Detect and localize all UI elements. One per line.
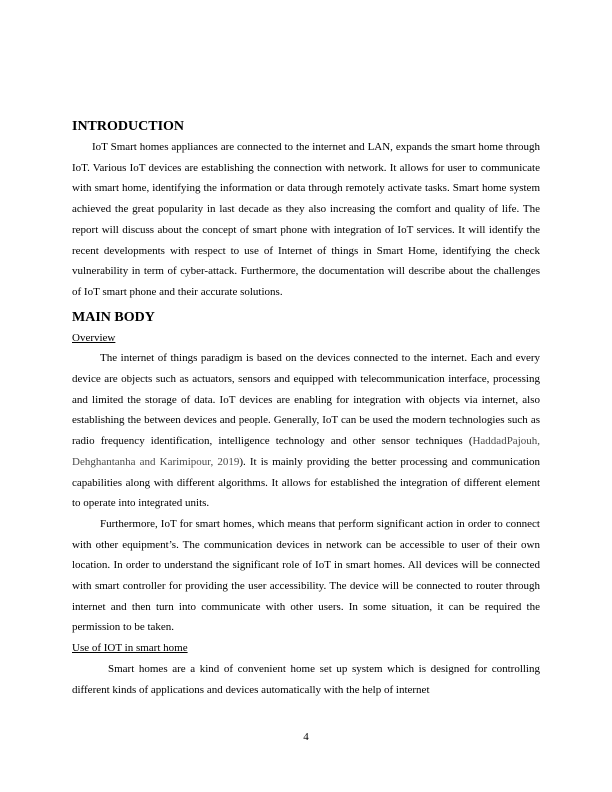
overview-paragraph-1-text-end: ). It is mainly providing the better processing and communication capabilities along with different algorithms. It allows for established the integration of different element to operate into integrated units. <box>72 455 540 510</box>
use-of-iot-paragraph: Smart homes are a kind of convenient home set up system which is designed for controlling different kinds of applications and devices automatically with the help of internet <box>72 662 540 696</box>
citation: HaddadPajouh, Dehghantanha and Karimipour, 2019 <box>72 435 540 468</box>
page-number: 4 <box>303 731 309 743</box>
page-content <box>72 118 540 700</box>
use-of-iot-subheading: Use of IOT in smart home <box>72 642 188 655</box>
main-body-heading: MAIN BODY <box>72 309 155 325</box>
overview-subheading: Overview <box>72 331 116 344</box>
introduction-heading: INTRODUCTION <box>72 119 185 134</box>
introduction-paragraph: IoT Smart homes appliances are connected to the internet and LAN, expands the smart home through IoT. Various IoT devices are establishing the connection with network. It allows for user to communicate with smart home, identifying the information or data through remotely activate tasks. Smart home system achieved the great popularity in last decade as they also increasing the comfort and quality of life. The report will discuss about the concept of smart phone with integration of IoT services. It will identify the recent developments with respect to use of Internet of things in Smart Home, identifying the check vulnerability in term of cyber-attack. Furthermore, the documentation will describe about the challenges of IoT smart phone and their accurate solutions. <box>72 141 540 298</box>
overview-paragraph-2: Furthermore, IoT for smart homes, which means that perform significant action in order to connect with other equipment’s. The communication devices in network can be accessible to user of their own location. In order to understand the significant role of IoT in smart homes. All devices will be connected with smart controller for providing the user accessibility. The device will be connected to router through internet and then turn into communicate with other users. In some situation, it can be required the permission to be taken. <box>72 517 540 634</box>
overview-paragraph-1 <box>72 348 540 514</box>
overview-paragraph-1-text-start: The internet of things paradigm is based on the devices connected to the internet. Each and every device are objects such as actuators, sensors and equipped with telecommunication interface, processing and limited the storage of data. IoT devices are enabling for integration with objects via internet, also establishing the between devices and people. Generally, IoT can be used the modern technologies such as radio frequency identification, intelligence technology and other sensor techniques ( <box>72 352 540 448</box>
